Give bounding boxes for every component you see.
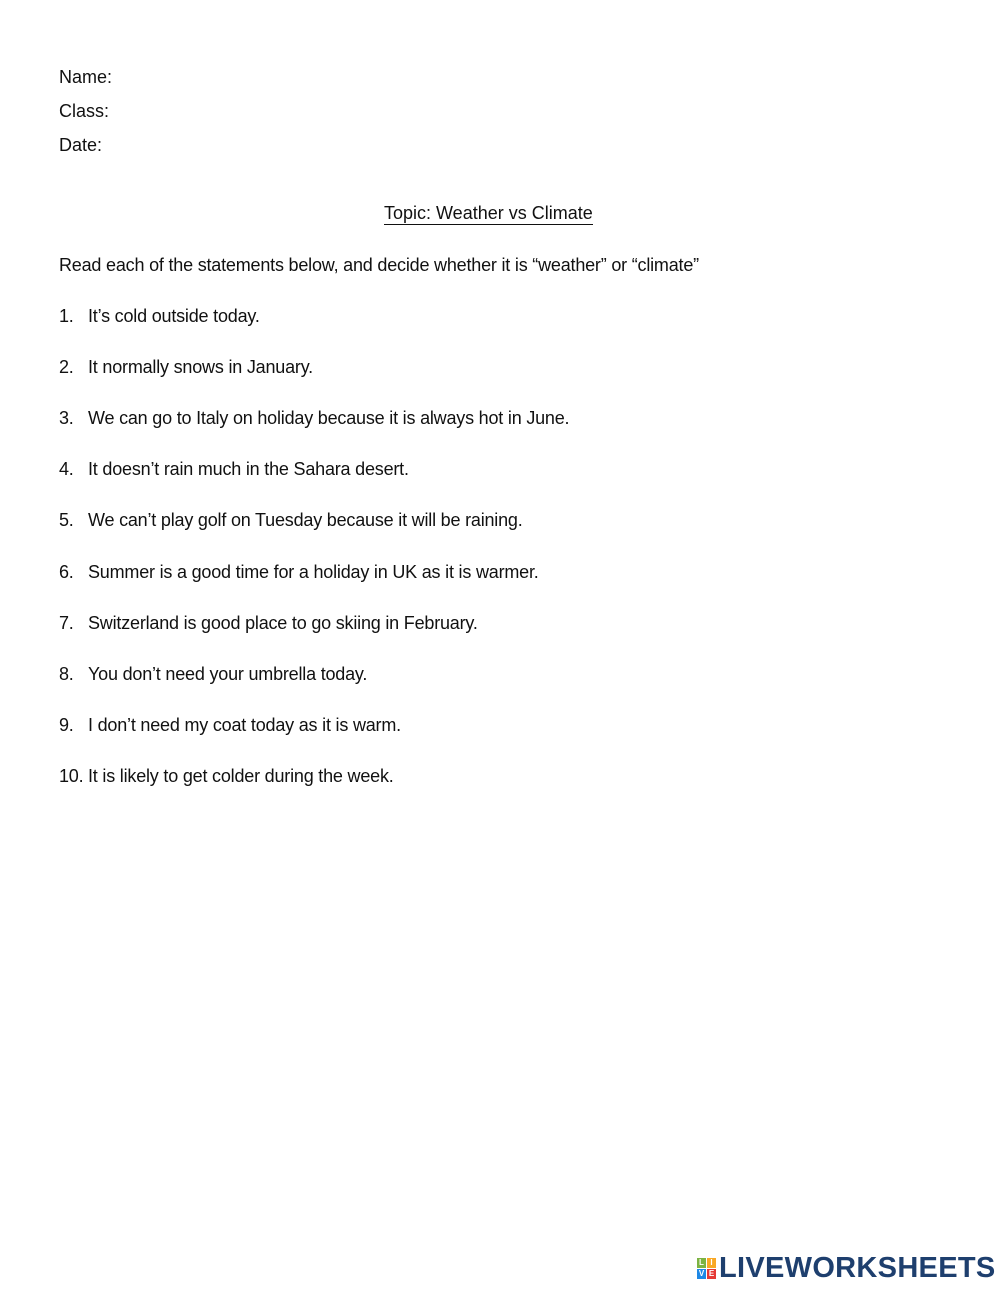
name-label: Name: (59, 67, 113, 87)
question-number: 6. (59, 562, 74, 582)
question-text: You don’t need your umbrella today. (88, 664, 368, 684)
question-item (59, 458, 409, 480)
question-number: 5. (59, 510, 74, 530)
instructions: Read each of the statements below, and decide whether it is “weather” or “climate” (59, 255, 699, 275)
question-number: 10. (59, 766, 84, 786)
logo-block-e: E (708, 1269, 715, 1278)
question-text: We can go to Italy on holiday because it is always hot in June. (88, 408, 570, 428)
page-title: Topic: Weather vs Climate (384, 203, 593, 223)
question-number: 7. (59, 613, 74, 633)
class-label: Class: (59, 101, 110, 121)
question-text: It’s cold outside today. (88, 306, 260, 326)
question-item (59, 612, 478, 634)
question-text: It normally snows in January. (88, 357, 313, 377)
question-number: 8. (59, 664, 74, 684)
question-number: 3. (59, 408, 74, 428)
question-number: 9. (59, 715, 74, 735)
question-item (59, 305, 260, 327)
question-item (59, 714, 401, 736)
live-blocks-icon (697, 1258, 716, 1279)
question-item (59, 356, 313, 378)
question-text: We can’t play golf on Tuesday because it will be raining. (88, 510, 523, 530)
logo-block-v: V (698, 1269, 705, 1278)
question-item (59, 765, 394, 787)
logo-block-l: L (697, 1258, 706, 1268)
logo-wordmark: LIVEWORKSHEETS (719, 1252, 996, 1284)
question-text: I don’t need my coat today as it is warm. (88, 715, 401, 735)
question-item (59, 407, 569, 429)
question-item (59, 663, 367, 685)
question-text: It is likely to get colder during the week. (88, 766, 394, 786)
question-text: Switzerland is good place to go skiing in February. (88, 613, 478, 633)
logo-block-i: I (707, 1258, 716, 1268)
question-number: 2. (59, 357, 74, 377)
question-number: 1. (59, 306, 74, 326)
date-label: Date: (59, 135, 103, 155)
liveworksheets-logo[interactable] (697, 1254, 996, 1283)
question-text: Summer is a good time for a holiday in UK as it is warmer. (88, 562, 539, 582)
question-number: 4. (59, 459, 74, 479)
question-text: It doesn’t rain much in the Sahara desert. (88, 459, 409, 479)
question-item (59, 509, 523, 531)
question-item (59, 561, 539, 583)
